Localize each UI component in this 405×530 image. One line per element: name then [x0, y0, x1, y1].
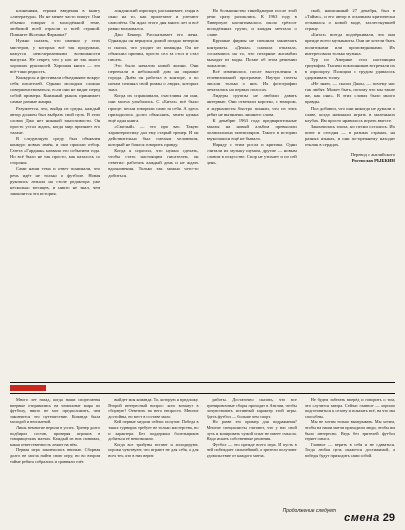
lower-column-3: [207, 397, 297, 505]
paragraph: работы. Достаточно сказать, что все тренировочные сборы проходят в Англии, чтобы почувствовать истинный характер этой игры. Здесь футбол — больше чем спорт.: [206, 397, 297, 419]
paragraph: «Смелый» — это про вас. Такую характеристику дал ему старый тренер. И он действительно был смелым человеком, который не боялся говорить правду.: [108, 123, 199, 148]
paragraph: лондонский аэропорт, расхаживает, глядя в окно на то, как прилетают и улетают самолёты. Он ждал этого дня много лет и всё равно волновался.: [108, 8, 199, 32]
paragraph: Закончилась эпоха, но песни остались. Их поют и сегодня — в разных странах, на разных языках, и они по-прежнему находят отклик в сердцах.: [304, 123, 395, 148]
paragraph: Нужно сказать, что именно у этих мистеров, у которых всё так продумано, кажутся неисчерпаемыми возможности выпуска. Не секрет, что у нас не так много хороших рукописей. Хорошая книга — это всё-таки редкость.: [10, 38, 101, 74]
translator-role: Перевод с английского: [350, 152, 395, 158]
paragraph: В следующую среду был объявлен конкурс новых имён, и они прошли отбор. Газета «Гардиан» назвала это событием года. Но всё было не так просто, как казалось со стороны.: [10, 135, 101, 166]
paragraph: Сами наши тема и ответ понимали, что речь идёт не только о футболе. Новая рукопись лежала на столе редактора уже несколько месяцев, и никто не знал, чем закончится эта история.: [10, 166, 101, 196]
paragraph: Много лет назад, когда наши спортсмены впервые отправились на чемпионат мира по футболу, никто не мог предположить, чем закончится это путешествие. Команда была молодой и неопытной.: [10, 397, 101, 425]
paragraph: Джо Беккер. Рассказывает его жена. Однажды он вернулся домой поздно вечером и сказал, что уходит из команды. Он не объяснил причин, просто сел за стол и стал писать.: [108, 32, 199, 62]
paragraph: Конкурсы и фестивали объединяют вокруг себя писателей. Однако молодым сложно совершенствоваться, если они не видят перед собой примера. Книжный рынок принимает самые разные жанры.: [10, 75, 101, 105]
lower-column-2: [108, 397, 198, 505]
paragraph: Главное — верить в себя и не сдаваться. Тогда любая цель окажется достижимой, а победы будут приходить сами собой.: [304, 441, 395, 458]
paragraph: Но большинство тинейджеров после этой речи сразу разошлись. К 1963 году в Ливерпуле насчитывалось около трёхсот молодёжных групп, и каждая мечтала о славе.: [206, 8, 297, 38]
continued-note: Продолжение следует: [282, 508, 337, 514]
paragraph: Не будем забегать вперёд и говорить о том, что случится завтра. Сейчас главное — хорошо подготовиться к сезону и показать всё, на что мы способны.: [304, 397, 395, 419]
paragraph: Но разве это пример для подражания? Многие специалисты считают, что у нас свой путь и копировать чужой опыт не имеет смысла. Надо искать собственные решения.: [206, 419, 297, 442]
translator-name: Ростислав РЫБКИН: [351, 158, 395, 164]
lower-column-4: [305, 397, 395, 505]
magazine-logo: смена: [344, 512, 380, 524]
paragraph: «Не знаю, — сказал Джон, — почему нас так любят. Может быть, потому что мы такие же, как они». В этих словах было много правды.: [304, 81, 395, 105]
paragraph: Наряду с этим росла и критика. Одни считали их музыку шумом, другие — новым словом в искусстве. Спор не утихает и по сей день.: [206, 142, 297, 166]
lower-column-1: [10, 397, 100, 505]
paragraph: Мы не хотим только выигрывать. Мы хотим, чтобы на наши матчи приходили люди, чтобы им было интересно. Ведь без зрителей футбол теряет смысл.: [304, 419, 395, 442]
translator-credit: [305, 152, 395, 164]
paragraph: Когда все трибуны встают и аплодируют, игроки чувствуют, что играют не для себя, а для всех тех, кто в них верит.: [108, 441, 199, 458]
paragraph: Это было началом новой жизни. Они переехали в небольшой дом на окраине города. Днём он работал в конторе, а по ночам сочинял свой роман о людях, которых знал.: [108, 62, 199, 93]
paragraph: Футбол — это прежде всего игра. И пусть в ней побеждает сильнейший, а зрители получают удовольствие от каждого матча.: [206, 441, 297, 458]
paragraph: Крупные фирмы не спешили заключать контракты. «Декка» сначала отказала, сославшись на то, что гитарные ансамбли выходят из моды. Позже об этом решении пожалели.: [206, 38, 297, 68]
paragraph: Тур по Америке стал настоящим триумфом. Тысячи поклонников встречали их в аэропорту. Полиции с трудом удавалось сдерживать толпу.: [304, 56, 395, 81]
paragraph: Лидеры группы не любили давать интервью. Они отвечали коротко, с юмором, и журналисты быстро поняли, что из этих ребят не вытянешь лишнего слова.: [206, 93, 297, 117]
paragraph: Всё изменилось после выступления в телевизионной программе. Наутро газеты писали только о них. Их фотографии печатались на первых полосах.: [206, 68, 297, 93]
red-accent-bar: [10, 385, 46, 391]
paragraph: Пол добавил, что они никогда не думали о славе, когда начинали играть в маленьких клубах. Им просто нравилось играть вместе.: [304, 105, 395, 123]
paragraph: ской, написанный 27 декабря, был в «Таймс», и его автор в основном критически отзывался о новой моде, захлестнувшей страну.: [304, 8, 395, 32]
paragraph: Кей первые медали сейчас получат. Победа в таких турнирах требует не только мастерства, но и характера. Без поддержки болельщиков добиться её невозможно.: [108, 419, 199, 442]
paragraph: Лишь немногие верили в успех. Тренер долго подбирал состав, проверяя игроков в товарищеских матчах. Каждый из них понимал, какая ответственность лежит на нём.: [10, 424, 101, 447]
article-column-2: [108, 8, 198, 380]
paragraph: Разумеется, что, выйдя из среды, каждый автор должен был выбрать свой путь. В этих словах Джо нет никакой заносчивости. Он просто устал ждать, когда мир признает его талант.: [10, 105, 101, 135]
paragraph: «Битлз» всегда подчёркивали, что они прежде всего музыканты. Они не хотели быть политиками или проповедниками. Их интересовала только музыка.: [304, 32, 395, 56]
paragraph: клонениям, героям введения в книгу «литература». Их не менее часто пишут. Они обычно говорят о молодёжной теме, любимой всей отрасли и всей страной. Помните Жолтана Фаркаша?: [10, 8, 101, 38]
paragraph: Когда их спрашивали, счастливы ли они, они молча улыбались. С «Битлз» всё было проще: песни говорили сами за себя. А здесь приходилось долго объяснять, зачем нужна ещё одна книга.: [108, 93, 199, 123]
paragraph: Первая игра закончилась вничью. Сборная долго не могла найти свою игру, но во втором тайме ребята собрались и сравняли счёт.: [10, 447, 101, 464]
article-column-4: [305, 8, 395, 380]
page-number: 29: [382, 512, 395, 524]
article-lower-section: [10, 397, 395, 505]
article-upper-section: [10, 8, 395, 380]
article-column-3: [207, 8, 297, 380]
paragraph: Когда я спросил, что нужно сделать, чтобы стать настоящим писателем, он ответил: работать каждый день и не ждать вдохновения. Только так можно чего-то добиться.: [108, 148, 199, 178]
paragraph: К декабрю 1963 года предварительные заказы на новый альбом превысили полмиллиона экземпляров. Такого в истории звукозаписи ещё не бывало.: [206, 117, 297, 141]
paragraph: выйдет моя команда. То, которую я предложу. Второй интересный вопрос: кого возьмут в сборную? Ответить на него непросто. Многие достойны, но мест в составе мало.: [108, 397, 199, 419]
page-footer: [10, 508, 395, 524]
section-divider: [10, 382, 395, 394]
article-column-1: [10, 8, 100, 380]
